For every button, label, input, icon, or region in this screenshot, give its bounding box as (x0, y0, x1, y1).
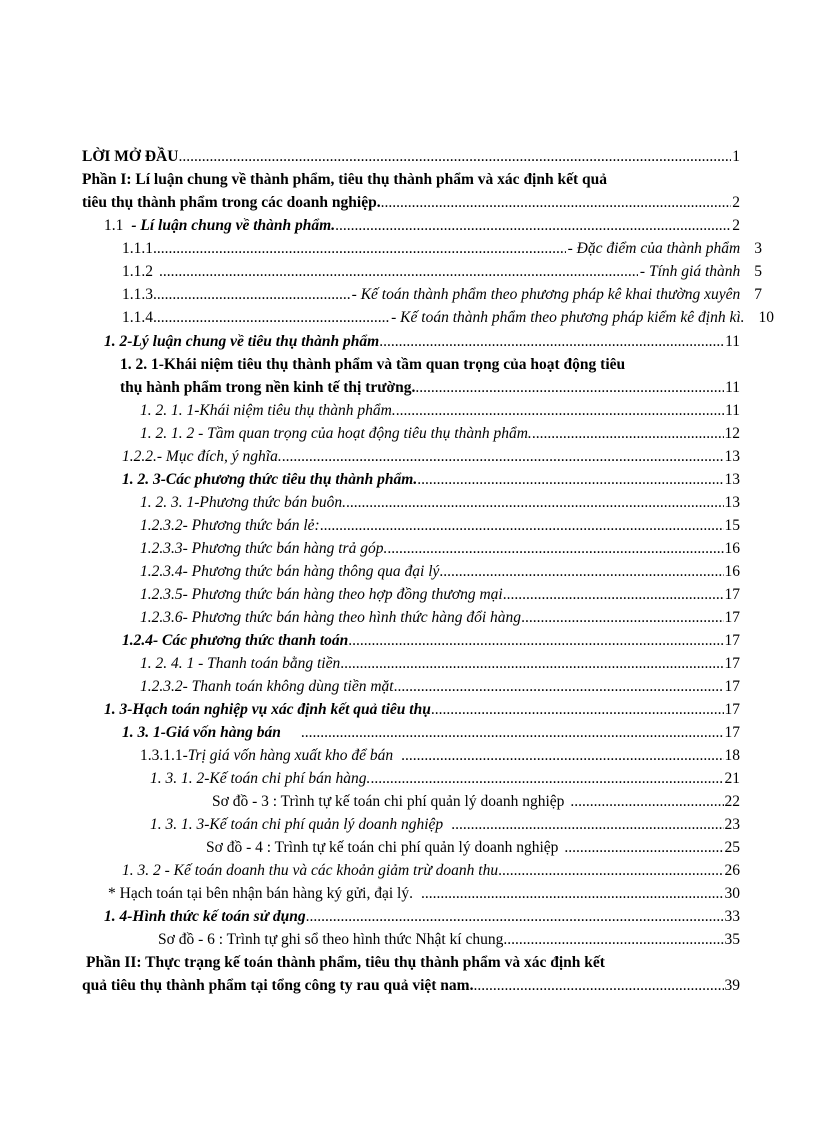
toc-page-number: 22 (724, 793, 740, 810)
toc-entry-1-2-1-line1[interactable] (120, 354, 740, 376)
leader-dots (301, 722, 724, 744)
toc-entry-1-3-2[interactable] (122, 860, 740, 882)
leader-dots (401, 745, 723, 767)
toc-number: 1.1.3 (122, 286, 153, 303)
toc-entry-1-2[interactable] (104, 331, 740, 353)
toc-entry-so-do-3[interactable] (212, 791, 740, 813)
toc-page-number: 3 (754, 240, 762, 257)
toc-label: Phần II: Thực trạng kế toán thành phẩm, tiêu thụ thành phẩm và xác định kết (86, 954, 605, 971)
toc-label: tiêu thụ thành phẩm trong các doanh nghiệp. (82, 194, 381, 211)
toc-page-number: 11 (725, 402, 740, 419)
toc-entry-1-1-4[interactable] (122, 307, 774, 329)
toc-entry-1-1[interactable] (104, 215, 740, 237)
toc-label: 1. 3. 1-Giá vốn hàng bán (122, 724, 281, 741)
toc-label: - Đặc điểm của thành phẩm (567, 240, 741, 257)
toc-label: LỜI MỞ ĐẦU (82, 148, 179, 165)
toc-entry-1-2-1-1[interactable] (140, 400, 740, 422)
toc-label: 1.2.3.3- Phương thức bán hàng trả góp. (140, 540, 388, 557)
toc-page-number: 13 (724, 494, 740, 511)
toc-entry-1-2-1[interactable] (120, 377, 740, 399)
toc-label: 1.2.4- Các phương thức thanh toán (122, 632, 349, 649)
toc-page-number: 11 (725, 333, 740, 350)
toc-entry-1-2-3-1[interactable] (140, 492, 740, 514)
toc-entry-phan-1[interactable] (82, 192, 740, 214)
toc-page-number: 10 (758, 309, 774, 326)
toc-entry-1-3[interactable] (104, 699, 740, 721)
toc-label: 1. 2. 3. 1-Phương thức bán buôn. (140, 494, 346, 511)
toc-number: 1.3.1.1- (140, 747, 188, 764)
toc-page-number: 2 (732, 217, 740, 234)
toc-page-number: 18 (724, 747, 740, 764)
leader-dots (387, 538, 723, 560)
toc-page-number: 17 (724, 632, 740, 649)
toc-label: thụ hành phẩm trong nền kinh tế thị trường. (120, 379, 416, 396)
toc-page-number: 30 (724, 885, 740, 902)
toc-label: Sơ đồ - 3 : Trình tự kế toán chi phí quản lý doanh nghiệp (212, 793, 565, 810)
leader-dots (417, 469, 723, 491)
leader-dots (564, 837, 723, 859)
toc-label: - Kế toán thành phẩm theo phương pháp kiểm kê định kì. (391, 309, 745, 326)
toc-label: 1. 2. 1. 2 - Tầm quan trọng của hoạt động tiêu thụ thành phẩm. (140, 425, 532, 442)
leader-dots (153, 307, 389, 329)
leader-dots (532, 423, 724, 445)
toc-page-number: 25 (724, 839, 740, 856)
leader-dots (451, 814, 723, 836)
toc-label: quả tiêu thụ thành phẩm tại tổng công ty rau quả việt nam. (82, 977, 474, 994)
leader-dots (503, 584, 724, 606)
toc-entry-1-3-1-1[interactable] (140, 745, 740, 767)
leader-dots (282, 446, 724, 468)
leader-dots (320, 515, 724, 537)
toc-label: 1. 3-Hạch toán nghiệp vụ xác định kết quả tiêu thụ (104, 701, 431, 718)
toc-entry-1-2-1-2[interactable] (140, 423, 740, 445)
leader-dots (521, 607, 723, 629)
toc-label: - Kế toán thành phẩm theo phương pháp kê khai thường xuyên (351, 286, 741, 303)
toc-label: 1. 2. 1. 1-Khái niệm tiêu thụ thành phẩm. (140, 402, 396, 419)
toc-page-number: 7 (754, 286, 762, 303)
toc-label: 1. 2. 1-Khái niệm tiêu thụ thành phẩm và tầm quan trọng của hoạt động tiêu (120, 356, 626, 373)
toc-page-number: 17 (724, 586, 740, 603)
toc-label: 1. 4-Hình thức kế toán sử dụng (104, 908, 306, 925)
toc-number: 1.1.1 (122, 240, 153, 257)
toc-label: 1. 2. 3-Các phương thức tiêu thụ thành phẩm. (122, 471, 418, 488)
toc-label: 1. 2-Lý luận chung về tiêu thụ thành phẩm (104, 333, 380, 350)
leader-dots (570, 791, 723, 813)
toc-entry-1-3-1-3[interactable] (150, 814, 740, 836)
toc-label: - Lí luận chung về thành phẩm. (131, 217, 336, 234)
toc-entry-phan-2[interactable] (82, 975, 740, 997)
toc-entry-1-2-4[interactable] (122, 630, 740, 652)
toc-page-number: 13 (724, 448, 740, 465)
toc-entry-1-2-2[interactable] (122, 446, 740, 468)
toc-number: 1.1.2 (122, 263, 153, 280)
toc-entry-1-3-1-2[interactable] (150, 768, 740, 790)
toc-label: * Hạch toán tại bên nhận bán hàng ký gửi, đại lý. (108, 885, 413, 902)
leader-dots (346, 492, 724, 514)
toc-page-number: 1 (732, 148, 740, 165)
toc-page-number: 26 (724, 862, 740, 879)
toc-page-number: 39 (724, 977, 740, 994)
toc-page-number: 11 (725, 379, 740, 396)
toc-page-number: 16 (724, 540, 740, 557)
toc-label: 1. 3. 1. 2-Kế toán chi phí bán hàng. (150, 770, 371, 787)
leader-dots (178, 146, 731, 168)
toc-entry-1-1-3[interactable] (122, 284, 762, 306)
toc-page-number: 17 (724, 655, 740, 672)
toc-number: 1.1 (104, 217, 124, 234)
toc-entry-1-2-3-2[interactable] (140, 515, 740, 537)
toc-number: 1.1.4 (122, 309, 153, 326)
toc-label: 1.2.3.6- Phương thức bán hàng theo hình thức hàng đổi hàng (140, 609, 522, 626)
toc-page-number: 13 (724, 471, 740, 488)
toc-entry-1-2-3-2-payment[interactable] (140, 676, 740, 698)
toc-entry-1-2-3[interactable] (122, 469, 740, 491)
toc-page-number: 17 (724, 724, 740, 741)
toc-label: 1. 3. 1. 3-Kế toán chi phí quản lý doanh nghiệp (150, 816, 444, 833)
toc-label: Sơ đồ - 4 : Trình tự kế toán chi phí quản lý doanh nghiệp (206, 839, 559, 856)
leader-dots (153, 238, 566, 260)
toc-entry-1-2-3-4[interactable] (140, 561, 740, 583)
toc-entry-1-2-3-6[interactable] (140, 607, 740, 629)
toc-page-number: 23 (724, 816, 740, 833)
toc-page-number: 35 (724, 931, 740, 948)
leader-dots (348, 630, 723, 652)
toc-label: 1.2.3.2- Phương thức bán lẻ: (140, 517, 320, 534)
toc-entry-so-do-4[interactable] (206, 837, 740, 859)
leader-dots (381, 192, 732, 214)
toc-label: - Tính giá thành (639, 263, 741, 280)
leader-dots (415, 377, 724, 399)
toc-label: 1.2.2.- Mục đích, ý nghĩa. (122, 448, 282, 465)
toc-entry-loi-mo-dau[interactable] (82, 146, 740, 168)
toc-entry-1-2-3-5[interactable] (140, 584, 740, 606)
leader-dots (370, 768, 723, 790)
toc-label: 1.2.3.4- Phương thức bán hàng thông qua đại lý (140, 563, 440, 580)
toc-entry-1-1-2[interactable] (122, 261, 762, 283)
toc-page-number: 33 (724, 908, 740, 925)
leader-dots (421, 883, 724, 905)
toc-page-number: 12 (724, 425, 740, 442)
leader-dots (159, 261, 638, 283)
toc-label: 1.2.3.2- Thanh toán không dùng tiền mặt (140, 678, 394, 695)
toc-label: Phần I: Lí luận chung về thành phẩm, tiêu thụ thành phẩm và xác định kết quả (82, 171, 608, 188)
toc-page-number: 17 (724, 701, 740, 718)
toc-page-number: 16 (724, 563, 740, 580)
toc-entry-so-do-6[interactable] (158, 929, 740, 951)
toc-page-number: 21 (724, 770, 740, 787)
leader-dots (306, 906, 724, 928)
toc-page-number: 5 (754, 263, 762, 280)
leader-dots (340, 653, 723, 675)
toc-page-number: 17 (724, 678, 740, 695)
leader-dots (396, 400, 724, 422)
leader-dots (335, 215, 731, 237)
toc-page-number: 2 (732, 194, 740, 211)
leader-dots (503, 929, 723, 951)
toc-entry-1-2-3-3[interactable] (140, 538, 740, 560)
toc-entry-1-1-1[interactable] (122, 238, 762, 260)
toc-entry-1-2-4-1[interactable] (140, 653, 740, 675)
toc-label: 1. 3. 2 - Kế toán doanh thu và các khoản giảm trừ doanh thu (122, 862, 499, 879)
leader-dots (439, 561, 723, 583)
leader-dots (431, 699, 724, 721)
toc-entry-hach-toan-ky-gui[interactable] (108, 883, 740, 905)
toc-page-number: 17 (724, 609, 740, 626)
toc-entry-1-3-1[interactable] (122, 722, 740, 744)
toc-label: Sơ đồ - 6 : Trình tự ghi sổ theo hình thức Nhật kí chung (158, 931, 504, 948)
toc-page-number: 15 (724, 517, 740, 534)
leader-dots (153, 284, 350, 306)
leader-dots (498, 860, 723, 882)
toc-entry-phan-2-line1[interactable] (86, 952, 742, 974)
leader-dots (379, 331, 724, 353)
toc-entry-phan-1-line1[interactable] (82, 169, 742, 191)
toc-label: 1. 2. 4. 1 - Thanh toán bằng tiền (140, 655, 341, 672)
toc-entry-1-4[interactable] (104, 906, 740, 928)
toc-label: 1.2.3.5- Phương thức bán hàng theo hợp đồng thương mại (140, 586, 503, 603)
leader-dots (473, 975, 723, 997)
toc-label: Trị giá vốn hàng xuất kho để bán (187, 747, 394, 764)
leader-dots (394, 676, 724, 698)
